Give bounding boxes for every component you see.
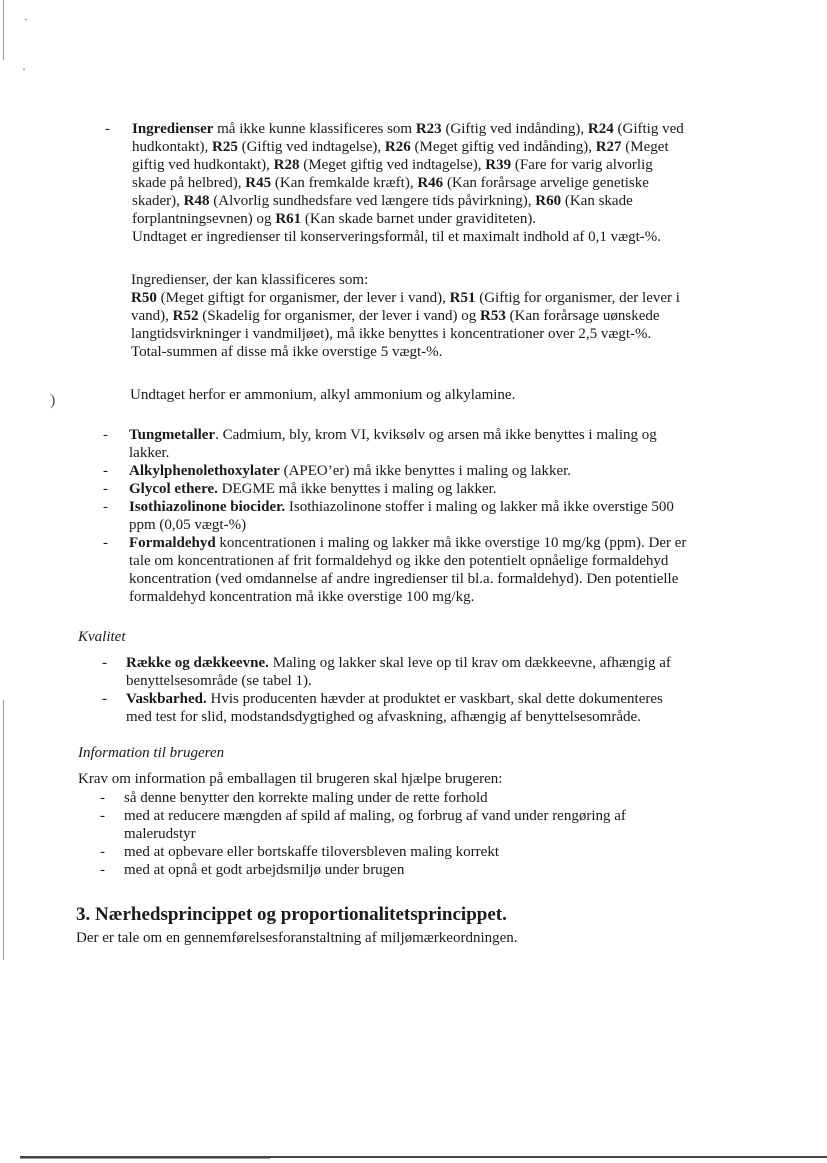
text-run: med at reducere mængden af spild af maling, og forbrug af vand under rengøring af: [124, 808, 626, 824]
text-run: (Kan fremkalde kræft),: [271, 175, 418, 191]
text-run: Total-summen af disse må ikke overstige 5 vægt-%.: [131, 344, 443, 360]
text-line: [130, 386, 770, 404]
text-line: [124, 825, 760, 843]
text-run: med at opbevare eller bortskaffe tiloversbleven maling korrekt: [124, 844, 499, 860]
list-item: [103, 498, 763, 534]
list-item: [100, 843, 760, 861]
exception-paragraph: [130, 386, 770, 404]
text-run: Undtaget er ingredienser til konserveringsformål, til et maximalt indhold af 0,1 vægt-%.: [132, 229, 662, 245]
bold-term: Række og dækkeevne.: [126, 655, 269, 671]
bold-term: R24: [587, 121, 614, 137]
bold-term: R53: [480, 308, 506, 324]
text-run: (Fare for varig alvorlig: [511, 157, 653, 173]
text-run: (Alvorlig sundhedsfare ved længere tids påvirkning),: [209, 193, 536, 209]
text-run: skader),: [132, 193, 184, 209]
bold-term: R28: [273, 157, 300, 173]
substance-list: [103, 426, 763, 606]
page-bottom-rule: [20, 1158, 270, 1159]
list-item: [103, 426, 763, 462]
text-run: Ingredienser, der kan klassificeres som:: [131, 272, 369, 288]
list-item-text: [124, 789, 760, 807]
bold-term: R48: [183, 193, 210, 209]
list-item: [102, 654, 762, 690]
text-run: benyttelsesområde (se tabel 1).: [126, 673, 312, 689]
list-item-text: [126, 654, 762, 690]
text-line: [129, 444, 763, 462]
text-line: [126, 690, 762, 708]
text-line: [131, 307, 771, 325]
bold-term: Isothiazolinone biocider.: [129, 499, 286, 515]
text-line: [126, 708, 762, 726]
list-item: [100, 789, 760, 807]
list-item-text: [124, 807, 760, 843]
bold-term: R60: [535, 193, 562, 209]
text-line: [129, 498, 763, 516]
text-run: (Giftig for organismer, der lever i: [475, 290, 680, 306]
bold-term: Vaskbarhed.: [126, 691, 207, 707]
aquatic-toxicity-paragraph: [131, 271, 771, 361]
kvalitet-list: [102, 654, 762, 726]
bold-term: Formaldehyd: [129, 535, 216, 551]
text-run: koncentration (ved omdannelse af andre ingredienser til bl.a. formaldehyd). Den potentielle: [129, 571, 679, 587]
text-run: (Kan forårsage arvelige genetiske: [443, 175, 649, 191]
text-run: (Skadelig for organismer, der lever i vand) og: [198, 308, 481, 324]
bold-term: R27: [595, 139, 622, 155]
text-line: [129, 552, 763, 570]
text-run: koncentrationen i maling og lakker må ikke overstige 10 mg/kg (ppm). Der er: [215, 535, 687, 551]
scan-margin-line: [3, 0, 4, 60]
text-line: [132, 174, 755, 192]
text-run: (Giftig ved: [613, 121, 684, 137]
text-run: Undtaget herfor er ammonium, alkyl ammonium og alkylamine.: [130, 387, 516, 403]
list-item: [103, 480, 763, 498]
information-list: [100, 789, 760, 879]
scan-speck: `: [24, 16, 28, 30]
text-line: [131, 271, 771, 289]
text-line: [132, 228, 755, 246]
text-run: med test for slid, modstandsdygtighed og afvaskning, afhængig af benyttelsesområde.: [126, 709, 641, 725]
scan-speck: ·: [22, 62, 26, 76]
list-dash: -: [102, 691, 107, 707]
text-run: langtidsvirkninger i vandmiljøet), må ikke benyttes i koncentrationer over 2,5 vægt-%.: [131, 326, 652, 342]
text-line: [129, 570, 763, 588]
list-dash: -: [103, 481, 108, 497]
information-heading: Information til brugeren: [78, 745, 225, 761]
bold-term: R39: [485, 157, 512, 173]
list-dash: -: [103, 499, 108, 515]
text-run: hudkontakt),: [132, 139, 212, 155]
text-line: [129, 534, 763, 552]
bold-term: R51: [449, 290, 476, 306]
text-run: Maling og lakker skal leve op til krav om dækkeevne, afhængig af: [268, 655, 671, 671]
text-run: tale om koncentrationen af frit formaldehyd og ikke den potentielt opnåelige formaldehyd: [129, 553, 669, 569]
text-run: (Kan forårsage uønskede: [505, 308, 660, 324]
text-line: [131, 343, 771, 361]
text-run: DEGME må ikke benyttes i maling og lakker.: [217, 481, 497, 497]
text-line: [132, 192, 755, 210]
text-run: med at opnå et godt arbejdsmiljø under brugen: [124, 862, 405, 878]
text-line: [131, 325, 771, 343]
ingredienser-item: [105, 120, 755, 246]
list-dash: -: [103, 535, 108, 551]
kvalitet-heading: Kvalitet: [78, 629, 126, 645]
section-3-title: 3. Nærhedsprincippet og proportionalitetsprincippet.: [76, 904, 507, 925]
text-line: [132, 210, 755, 228]
text-run: lakker.: [129, 445, 170, 461]
list-item: [103, 462, 763, 480]
text-run: (Meget giftig ved indånding),: [410, 139, 596, 155]
text-run: malerudstyr: [124, 826, 196, 842]
ingredienser-text: [132, 120, 755, 246]
list-item-text: [124, 843, 760, 861]
list-item-text: [126, 690, 762, 726]
list-item-text: [129, 426, 763, 462]
text-run: Isothiazolinone stoffer i maling og lakker må ikke overstige 500: [285, 499, 674, 515]
bold-term: R50: [131, 290, 157, 306]
text-run: giftig ved hudkontakt),: [132, 157, 274, 173]
bold-term: R23: [415, 121, 442, 137]
list-item: [102, 690, 762, 726]
list-item-text: [124, 861, 760, 879]
list-dash: -: [103, 463, 108, 479]
text-line: [132, 120, 755, 138]
section-3-body: Der er tale om en gennemførelsesforanstaltning af miljømærkeordningen.: [76, 930, 518, 946]
bold-term: Tungmetaller: [129, 427, 216, 443]
text-run: (Kan skade barnet under graviditeten).: [301, 211, 537, 227]
list-item: [100, 807, 760, 843]
scan-margin-line: [3, 700, 4, 960]
list-item-text: [129, 534, 763, 606]
list-item-text: [129, 462, 763, 480]
text-line: [124, 861, 760, 879]
text-run: (Meget: [621, 139, 669, 155]
text-line: [131, 289, 771, 307]
list-dash: -: [103, 427, 108, 443]
text-line: [132, 138, 755, 156]
bold-term: Ingredienser: [132, 121, 214, 137]
text-line: [126, 654, 762, 672]
text-run: så denne benytter den korrekte maling under de rette forhold: [124, 790, 488, 806]
scan-speck: ): [50, 392, 56, 409]
text-run: Hvis producenten hævder at produktet er vaskbart, skal dette dokumenteres: [206, 691, 663, 707]
list-dash: -: [100, 844, 105, 860]
text-run: . Cadmium, bly, krom VI, kviksølv og arsen må ikke benyttes i maling og: [215, 427, 657, 443]
list-dash: -: [102, 655, 107, 671]
text-line: [126, 672, 762, 690]
text-run: (Giftig ved indtagelse),: [237, 139, 385, 155]
text-line: [132, 156, 755, 174]
list-dash: -: [100, 790, 105, 806]
bold-term: R26: [384, 139, 411, 155]
list-item-text: [129, 480, 763, 498]
list-dash: -: [105, 121, 110, 137]
text-run: skade på helbred),: [132, 175, 246, 191]
bold-term: R52: [172, 308, 199, 324]
bold-term: R45: [245, 175, 272, 191]
list-item: [100, 861, 760, 879]
bold-term: Alkylphenolethoxylater: [129, 463, 280, 479]
list-dash: -: [100, 808, 105, 824]
text-line: [124, 843, 760, 861]
text-line: [124, 807, 760, 825]
text-line: [129, 462, 763, 480]
text-run: (Meget giftigt for organismer, der lever i vand),: [156, 290, 450, 306]
text-run: må ikke kunne klassificeres som: [213, 121, 416, 137]
information-intro: Krav om information på emballagen til brugeren skal hjælpe brugeren:: [78, 771, 503, 787]
text-run: (Giftig ved indånding),: [441, 121, 588, 137]
text-run: (APEO’er) må ikke benyttes i maling og lakker.: [279, 463, 572, 479]
bold-term: Glycol ethere.: [129, 481, 218, 497]
text-run: formaldehyd koncentration må ikke overstige 100 mg/kg.: [129, 589, 475, 605]
bold-term: R25: [212, 139, 238, 155]
text-line: [129, 516, 763, 534]
list-item-text: [129, 498, 763, 534]
text-run: (Meget giftig ved indtagelse),: [299, 157, 486, 173]
bold-term: R46: [417, 175, 444, 191]
text-run: forplantningsevnen) og: [132, 211, 276, 227]
text-run: vand),: [131, 308, 173, 324]
text-line: [124, 789, 760, 807]
list-item: [103, 534, 763, 606]
text-run: ppm (0,05 vægt-%): [129, 517, 247, 533]
text-run: (Kan skade: [561, 193, 633, 209]
text-line: [129, 426, 763, 444]
list-dash: -: [100, 862, 105, 878]
text-line: [129, 588, 763, 606]
bold-term: R61: [275, 211, 302, 227]
text-line: [129, 480, 763, 498]
